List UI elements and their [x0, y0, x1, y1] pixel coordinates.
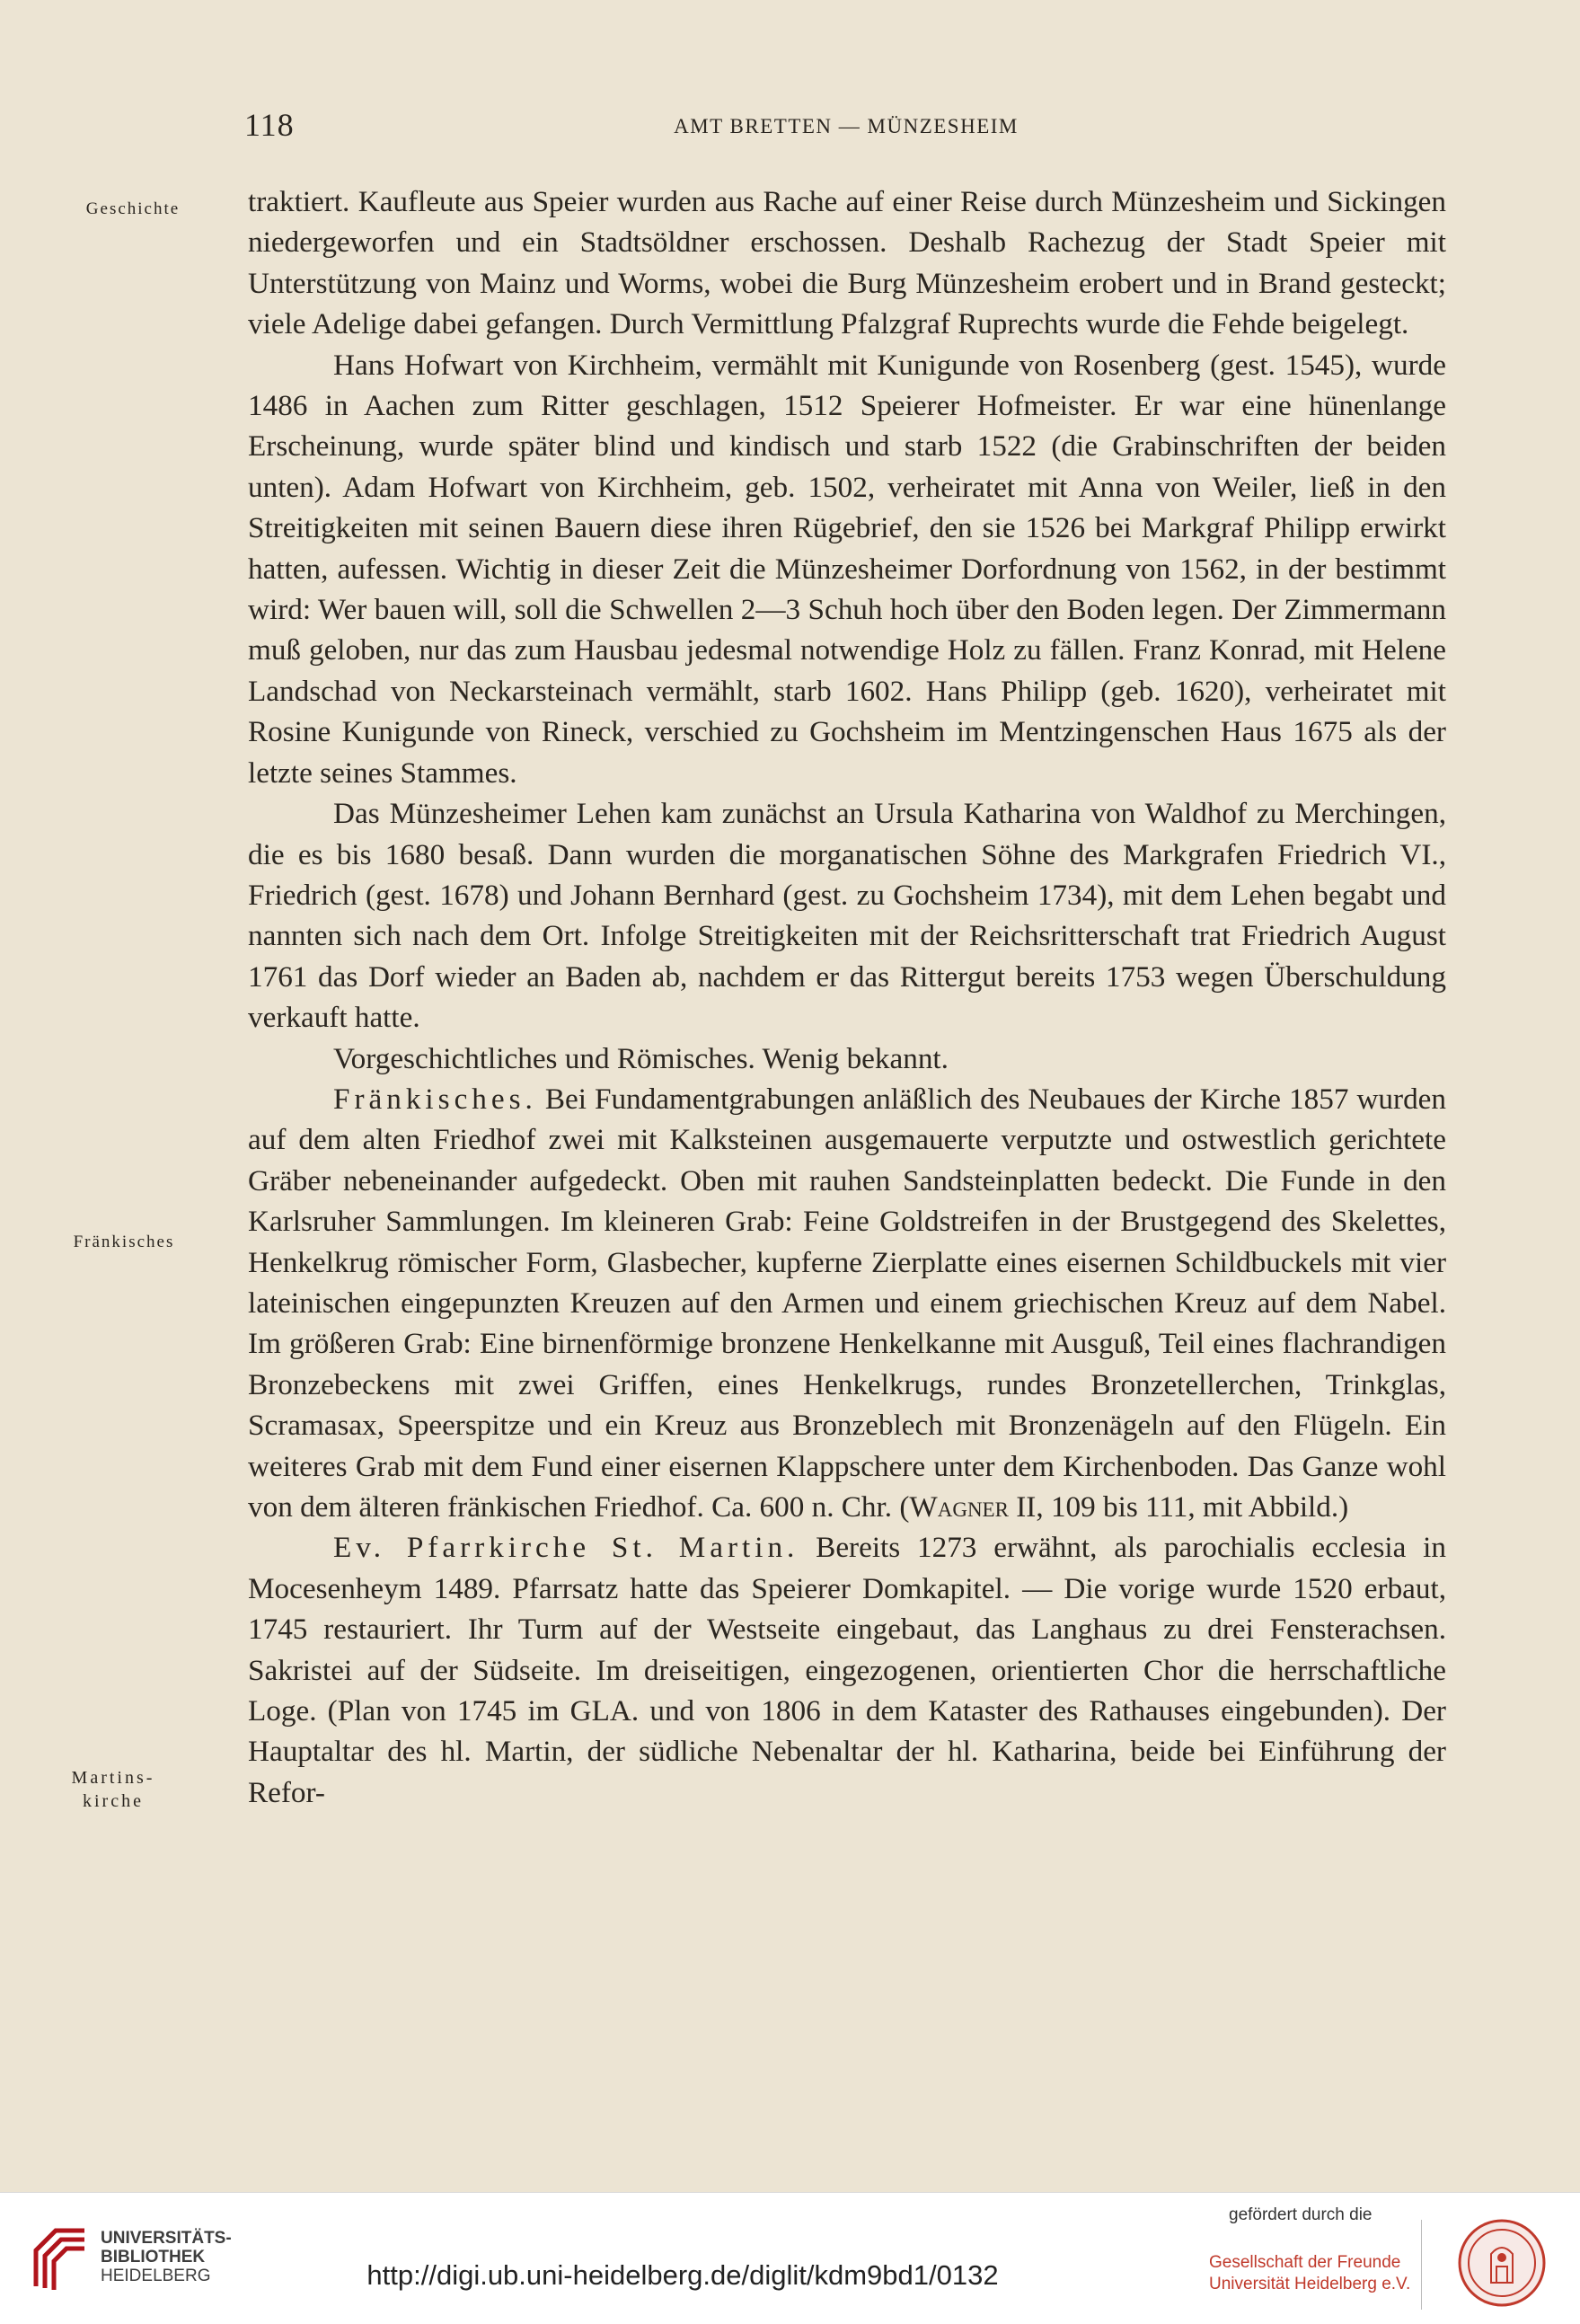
sponsor-name-line1: Gesellschaft der Freunde	[1209, 2253, 1401, 2272]
margin-note-fraenkisches: Fränkisches	[73, 1233, 175, 1251]
margin-note-martinskirche-line1: Martins-	[71, 1768, 155, 1788]
library-name-line2: BIBLIOTHEK	[101, 2248, 206, 2267]
permalink-url[interactable]: http://digi.ub.uni-heidelberg.de/diglit/kdm9bd1/0132	[366, 2259, 999, 2291]
sponsor-name	[1209, 2252, 1410, 2295]
section-lead-pfarrkirche: Ev. Pfarrkirche St. Martin.	[333, 1531, 799, 1565]
paragraph-pfarrkirche	[248, 1527, 1446, 1813]
margin-note-geschichte: Geschichte	[85, 199, 181, 218]
page-number: 118	[244, 107, 295, 143]
body-text	[248, 181, 1446, 1813]
margin-note-martinskirche-line2: kirche	[83, 1791, 144, 1811]
running-title: AMT BRETTEN — MÜNZESHEIM	[674, 115, 1019, 137]
paragraph-vorgeschichtliches: Vorgeschichtliches und Römisches. Wenig bekannt.	[333, 1041, 949, 1075]
library-name-line3: HEIDELBERG	[101, 2267, 211, 2285]
paragraph-pfarrkirche-text: Bereits 1273 erwähnt, als parochialis ecclesia in Mocesenheym 1489. Pfarrsatz hatte das Speierer Domkapitel. — Die vorige wurde 1520 erbaut, 1745 restauriert. Ihr Turm auf der Westseite eingebaut, das Langhaus zu drei Fensterachsen. Sakristei auf der Südseite. Im dreiseitigen, eingezogenen, orientierten Chor die herrschaftliche Loge. (Plan von 1745 im GLA. und von 1806 in dem Kataster des Rathauses eingebunden). Der Hauptaltar des hl. Martin, der südliche Nebenaltar der hl. Katharina, beide bei Einführung der Refor-	[248, 1531, 1446, 1809]
library-name-line1: UNIVERSITÄTS-	[101, 2229, 232, 2248]
page-header	[244, 106, 1448, 151]
paragraph-fraenkisches	[248, 1079, 1446, 1527]
sponsor-name-line2: Universität Heidelberg e.V.	[1209, 2275, 1411, 2293]
paragraph-geschichte: traktiert. Kaufleute aus Speier wurden aus Rache auf einer Reise durch Münzesheim und Sickingen niedergeworfen und ein Stadtsöldner erschossen. Deshalb Rachezug der Stadt Speier mit Unterstützung von Mainz und Worms, wobei die Burg Münzesheim erobert und in Brand gesteckt; viele Adelige dabei gefangen. Durch Vermittlung Pfalzgraf Ruprechts wurde die Fehde beigelegt.	[248, 185, 1446, 341]
paragraph-fraenkisches-tail: II, 109 bis 111, mit Abbild.)	[1008, 1490, 1349, 1524]
paragraph-fraenkisches-text: Bei Fundamentgrabungen anläßlich des Neubaues der Kirche 1857 wurden auf dem alten Friedhof zwei mit Kalksteinen ausgemauerte verputzte und ostwestlich gerichtete Gräber nebeneinander aufgedeckt. Oben mit rauhen Sandsteinplatten bedeckt. Die Funde in den Karlsruher Sammlungen. Im kleineren Grab: Feine Goldstreifen in der Brustgegend des Skelettes, Henkelkrug römischer Form, Glasbecher, kupferne Zierplatte eines eisernen Schildbuckels mit vier lateinischen eingepunzten Kreuzen auf den Armen und einem griechischen Kreuz auf dem Nabel. Im größeren Grab: Eine birnenförmige bronzene Henkelkanne mit Ausguß, Teil eines flachrandigen Bronzebeckens mit zwei Griffen, eines Henkelkrugs, rundes Bronzetellerchen, Trinkglas, Scramasax, Speerspitze und ein Kreuz aus Bronzeblech mit Bronzenägeln auf den Flügeln. Ein weiteres Grab mit dem Fund einer eisernen Klappschere unter dem Kirchenboden. Das Ganze wohl von dem älteren fränkischen Friedhof. Ca. 600 n. Chr. (	[248, 1082, 1446, 1524]
author-reference: Wagner	[909, 1490, 1009, 1524]
margin-note-martinskirche	[59, 1766, 167, 1813]
sponsor-label: gefördert durch die	[1229, 2205, 1373, 2224]
paragraph-lehen: Das Münzesheimer Lehen kam zunächst an Ursula Katharina von Waldhof zu Merchingen, die es bis 1680 besaß. Dann wurden die morganatischen Söhne des Markgrafen Friedrich VI., Friedrich (gest. 1678) und Johann Bernhard (gest. zu Gochsheim 1734), mit dem Lehen begabt und nannten sich nach dem Ort. Infolge Streitigkeiten mit der Reichsritterschaft trat Friedrich August 1761 das Dorf wieder an Baden ab, nachdem er das Rittergut bereits 1753 wegen Überschuldung verkauft hatte.	[248, 797, 1446, 1035]
footer-divider	[1421, 2220, 1422, 2310]
paragraph-hofwart: Hans Hofwart von Kirchheim, vermählt mit Kunigunde von Rosenberg (gest. 1545), wurde 1486 in Aachen zum Ritter geschlagen, 1512 Speierer Hofmeister. Er war eine hünenlange Erscheinung, wurde später blind und kindisch und starb 1522 (die Grabinschriften der beiden unten). Adam Hofwart von Kirchheim, geb. 1502, verheiratet mit Anna von Weiler, ließ in den Streitigkeiten mit seinen Bauern diese ihren Rügebrief, den sie 1526 bei Markgraf Philipp erwirkt hatten, aufessen. Wichtig in dieser Zeit die Münzesheimer Dorfordnung von 1562, in der bestimmt wird: Wer bauen will, soll die Schwellen 2—3 Schuh hoch über den Boden legen. Der Zimmermann muß geloben, nur das zum Hausbau jedesmal notwendige Holz zu fällen. Franz Konrad, mit Helene Landschad von Neckarsteinach vermählt, starb 1602. Hans Philipp (geb. 1620), verheiratet mit Rosine Kunigunde von Rineck, verschied zu Gochsheim im Mentzingenschen Haus 1675 als der letzte seines Stammes.	[248, 348, 1446, 790]
section-lead-fraenkisches: Fränkisches.	[333, 1082, 537, 1116]
university-seal-icon	[1457, 2218, 1547, 2308]
digitization-footer	[0, 2192, 1580, 2324]
